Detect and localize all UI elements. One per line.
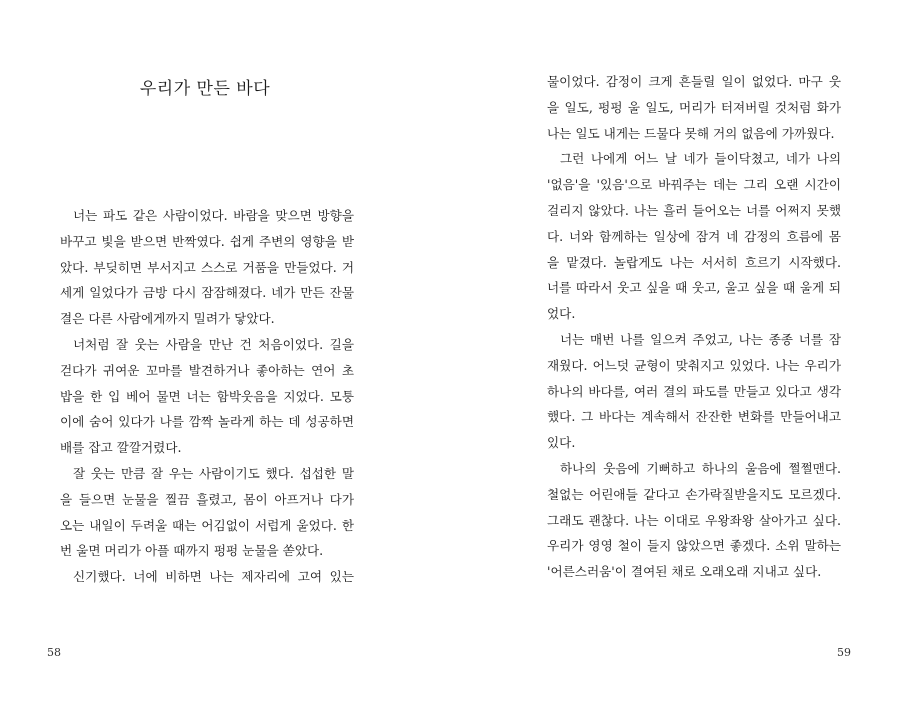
text-line: 았다. 부딪히면 부서지고 스스로 거품을 만들었다. 거 bbox=[60, 259, 354, 275]
text-line: 을 들으면 눈물을 찔끔 흘렸고, 몸이 아프거나 다가 bbox=[60, 491, 354, 507]
text-line: 신기했다. 너에 비하면 나는 제자리에 고여 있는 bbox=[73, 569, 354, 585]
text-line: 철없는 어린애들 같다고 손가락질받을지도 모르겠다. bbox=[547, 486, 841, 502]
text-line: 번 울면 머리가 아플 때까지 펑펑 눈물을 쏟았다. bbox=[60, 543, 324, 559]
text-line: 었다. bbox=[547, 306, 576, 322]
text-line: 너처럼 잘 웃는 사람을 만난 건 처음이었다. 길을 bbox=[73, 336, 354, 352]
text-line: 바꾸고 빛을 받으면 반짝였다. 쉽게 주변의 영향을 받 bbox=[60, 233, 354, 249]
text-line: 을 맡겼다. 놀랍게도 나는 서서히 흐르기 시작했다. bbox=[547, 254, 841, 270]
left-page-body bbox=[60, 203, 354, 590]
text-line: 걷다가 귀여운 꼬마를 발견하거나 좋아하는 연어 초 bbox=[60, 362, 354, 378]
chapter-title: 우리가 만든 바다 bbox=[139, 79, 271, 99]
text-line: 세게 일었다가 금방 다시 잠잠해졌다. 네가 만든 잔물 bbox=[60, 285, 354, 301]
text-line: 을 일도, 펑펑 울 일도, 머리가 터져버릴 것처럼 화가 bbox=[547, 99, 841, 115]
text-line: '어른스러움'이 결여된 채로 오래오래 지내고 싶다. bbox=[547, 564, 822, 580]
text-line: 하나의 바다를, 여러 결의 파도를 만들고 있다고 생각 bbox=[547, 383, 841, 399]
text-line: 그래도 괜찮다. 나는 이대로 우왕좌왕 살아가고 싶다. bbox=[547, 512, 841, 528]
text-line: 오는 내일이 두려울 때는 어김없이 서럽게 울었다. 한 bbox=[60, 517, 354, 533]
text-line: 잘 웃는 만큼 잘 우는 사람이기도 했다. 섭섭한 말 bbox=[73, 465, 354, 481]
text-line: 밥을 한 입 베어 물면 너는 함박웃음을 지었다. 모퉁 bbox=[60, 388, 354, 404]
text-line: 너는 파도 같은 사람이었다. 바람을 맞으면 방향을 bbox=[73, 208, 354, 223]
page-number: 59 bbox=[837, 646, 851, 659]
page-number: 58 bbox=[47, 646, 61, 659]
text-line: 너는 매번 나를 일으켜 주었고, 나는 종종 너를 잠 bbox=[560, 331, 841, 347]
text-line: 나는 일도 내게는 드물다 못해 거의 없음에 가까웠다. bbox=[547, 125, 835, 141]
text-line: 하나의 웃음에 기뻐하고 하나의 울음에 쩔쩔맨다. bbox=[560, 460, 841, 476]
right-page bbox=[450, 0, 900, 704]
text-line: 그런 나에게 어느 날 네가 들이닥쳤고, 네가 나의 bbox=[560, 151, 841, 167]
text-line: 물이었다. 감정이 크게 흔들릴 일이 없었다. 마구 웃 bbox=[547, 74, 841, 89]
right-page-body bbox=[547, 69, 841, 585]
text-line: 우리가 영영 철이 들지 않았으면 좋겠다. 소위 말하는 bbox=[547, 538, 841, 554]
text-line: 배를 잡고 깔깔거렸다. bbox=[60, 440, 182, 456]
text-line: 있다. bbox=[547, 435, 576, 451]
text-line: 너를 따라서 웃고 싶을 때 웃고, 울고 싶을 때 울게 되 bbox=[547, 280, 841, 296]
text-line: 걸리지 않았다. 나는 흘러 들어오는 너를 어쩌지 못했 bbox=[547, 202, 841, 218]
text-line: 이에 숨어 있다가 나를 깜짝 놀라게 하는 데 성공하면 bbox=[60, 414, 354, 430]
text-line: 결은 다른 사람에게까지 밀려가 닿았다. bbox=[60, 311, 275, 327]
text-line: 재웠다. 어느덧 균형이 맞춰지고 있었다. 나는 우리가 bbox=[547, 357, 841, 373]
text-line: '없음'을 '있음'으로 바꿔주는 데는 그리 오랜 시간이 bbox=[547, 177, 841, 193]
text-line: 했다. 그 바다는 계속해서 잔잔한 변화를 만들어내고 bbox=[547, 409, 841, 425]
text-line: 다. 너와 함께하는 일상에 잠겨 네 감정의 흐름에 몸 bbox=[547, 228, 841, 244]
